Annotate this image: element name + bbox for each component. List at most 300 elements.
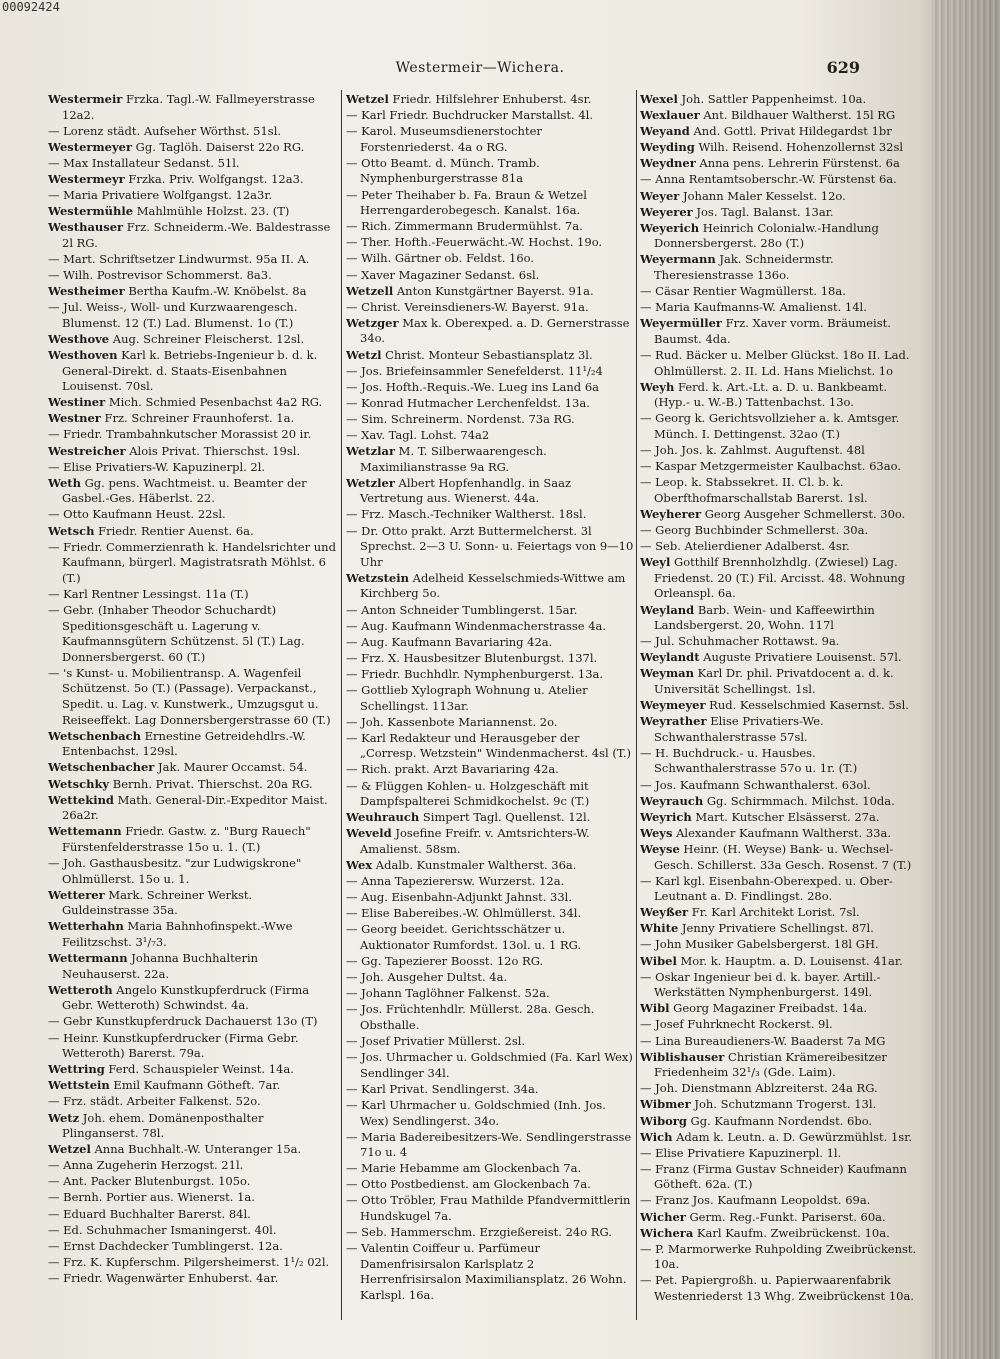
- directory-entry: [640, 284, 925, 300]
- directory-entry: [640, 714, 925, 745]
- directory-entry: [346, 124, 634, 155]
- entry-surname: Weyerer: [640, 204, 693, 219]
- directory-entry: [346, 1130, 634, 1161]
- entry-surname: Wettstein: [48, 1078, 110, 1093]
- entry-surname: Weveld: [346, 826, 392, 841]
- entry-surname: Wetsch: [48, 523, 95, 538]
- entry-surname: Weyse: [640, 841, 680, 856]
- entry-text: Karl Dr. phil. Privatdocent a. d. k. Universität Schellingst. 1sl.: [654, 666, 894, 696]
- entry-text: And. Gottl. Privat Hildegardst 1br: [689, 124, 892, 139]
- entry-surname: Weydner: [640, 156, 696, 171]
- directory-entry: [346, 156, 634, 187]
- directory-entry: [48, 666, 338, 728]
- directory-entry: [48, 1014, 338, 1030]
- entry-text: — Seb. Hammerschm. Erzgießereist. 24o RG.: [346, 1225, 612, 1240]
- entry-surname: Wetschenbacher: [48, 760, 155, 775]
- directory-entry: [640, 666, 925, 697]
- entry-text: — Karl Rentner Lessingst. 11a (T.): [48, 586, 249, 601]
- entry-text: — Karl Redakteur und Herausgeber der „Corresp. Wetzstein" Windenmacherst. 4sl (T.): [346, 730, 631, 761]
- directory-entry: [48, 540, 338, 587]
- directory-entry: [48, 92, 338, 123]
- directory-entry: [48, 220, 338, 251]
- entry-text: — Maria Badereibesitzers-We. Sendlingerstrasse 71o u. 4: [346, 1129, 632, 1160]
- entry-text: — Frz. städt. Arbeiter Falkenst. 52o.: [48, 1094, 261, 1109]
- entry-text: — Cäsar Rentier Wagmüllerst. 18a.: [640, 284, 846, 299]
- entry-text: — Frz. X. Hausbesitzer Blutenburgst. 137l.: [346, 650, 598, 665]
- entry-text: — Ernst Dachdecker Tumblingerst. 12a.: [48, 1238, 283, 1253]
- entry-text: Gg. Taglöh. Daiserst 22o RG.: [132, 139, 305, 154]
- entry-text: Friedr. Rentier Auenst. 6a.: [94, 523, 254, 538]
- directory-entry: [48, 172, 338, 188]
- entry-text: Jak. Schneidermstr. Theresienstrasse 136o.: [654, 252, 834, 283]
- entry-text: — Kaspar Metzgermeister Kaulbachst. 63ao.: [640, 459, 901, 474]
- entry-surname: Weyßer: [640, 905, 689, 920]
- directory-entry: [346, 364, 634, 380]
- entry-surname: Wexel: [640, 92, 678, 106]
- entry-surname: Weuhrauch: [346, 810, 420, 825]
- entry-text: Alexander Kaufmann Waltherst. 33a.: [672, 825, 891, 840]
- directory-entry: [48, 252, 338, 268]
- directory-entry: [48, 983, 338, 1014]
- entry-text: — Aug. Kaufmann Bavariaring 42a.: [346, 634, 553, 649]
- directory-entry: [640, 205, 925, 221]
- directory-entry: [640, 348, 925, 379]
- directory-entry: [48, 1142, 338, 1158]
- directory-entry: [48, 300, 338, 331]
- entry-text: — Max Installateur Sedanst. 51l.: [48, 155, 240, 170]
- directory-entry: [48, 444, 338, 460]
- entry-text: — Georg Buchbinder Schmellerst. 30a.: [640, 523, 869, 538]
- entry-surname: Wetzstein: [346, 570, 409, 585]
- entry-text: Anton Kunstgärtner Bayerst. 91a.: [393, 283, 594, 298]
- directory-entry: [48, 1111, 338, 1142]
- directory-entry: [48, 1271, 338, 1287]
- entry-text: — Jos. Hofth.-Requis.-We. Lueg ins Land 6a: [346, 379, 599, 394]
- directory-entry: [346, 1034, 634, 1050]
- entry-text: Bernh. Privat. Thierschst. 20a RG.: [109, 776, 313, 791]
- entry-surname: Westheimer: [48, 284, 125, 299]
- directory-entry: [640, 380, 925, 411]
- entry-surname: Weth: [48, 475, 81, 490]
- directory-entry: [346, 1002, 634, 1033]
- entry-text: — Jos. Kaufmann Schwanthalerst. 63ol.: [640, 777, 871, 792]
- entry-text: Gg. Schirmmach. Milchst. 10da.: [703, 793, 895, 808]
- entry-text: — Xaver Magaziner Sedanst. 6sl.: [346, 267, 540, 282]
- directory-entry: [346, 1161, 634, 1177]
- entry-text: — Jul. Weiss-, Woll- und Kurzwaarengesch. Blumenst. 12 (T.) Lad. Blumenst. 1o (T.): [48, 300, 298, 330]
- directory-entry: [640, 954, 925, 970]
- entry-text: — Josef Privatier Müllerst. 2sl.: [346, 1034, 526, 1049]
- directory-entry: [346, 762, 634, 778]
- entry-surname: Wetzel: [346, 92, 389, 106]
- column-1: [48, 92, 338, 1322]
- directory-entry: [48, 729, 338, 760]
- directory-entry: [640, 555, 925, 602]
- directory-entry: [48, 124, 338, 140]
- page-edge-shadow: [932, 0, 1000, 1359]
- entry-text: — John Musiker Gabelsbergerst. 18l GH.: [640, 937, 879, 952]
- directory-entry: [346, 986, 634, 1002]
- entry-text: Rud. Kesselschmied Kasernst. 5sl.: [705, 698, 909, 713]
- directory-entry: [48, 476, 338, 507]
- entry-surname: Weyerich: [640, 220, 700, 235]
- directory-entry: [48, 1062, 338, 1078]
- entry-text: — Joh. Gasthausbesitz. "zur Ludwigskrone" Ohlmüllerst. 15o u. 1.: [48, 856, 302, 886]
- entry-text: Friedr. Gastw. z. "Burg Rauech" Fürstenfelderstrasse 15o u. 1. (T.): [62, 824, 311, 854]
- directory-entry: [640, 810, 925, 826]
- entry-text: — Lina Bureaudieners-W. Baaderst 7a MG: [640, 1033, 886, 1048]
- directory-entry: [640, 1017, 925, 1033]
- entry-surname: Wetzler: [346, 475, 395, 490]
- entry-text: Heinrich Colonialw.-Handlung Donnersbergerst. 28o (T.): [654, 220, 879, 251]
- directory-entry: [346, 284, 634, 300]
- directory-entry: [640, 443, 925, 459]
- directory-entry: [640, 221, 925, 252]
- entry-text: — Jos. Uhrmacher u. Goldschmied (Fa. Karl Wex) Sendlinger 34l.: [346, 1050, 633, 1080]
- directory-entry: [48, 395, 338, 411]
- column-2: [346, 92, 634, 1322]
- entry-surname: Weyland: [640, 602, 695, 617]
- entry-text: Mark. Schreiner Werkst. Guldeinstrasse 35a.: [62, 887, 253, 918]
- entry-text: — Otto Postbedienst. am Glockenbach 7a.: [346, 1177, 591, 1192]
- entry-text: — Joh. Jos. k. Zahlmst. Auguftenst. 48l: [640, 443, 865, 458]
- entry-text: — Johann Taglöhner Falkenst. 52a.: [346, 986, 550, 1001]
- entry-text: — Ed. Schuhmacher Ismaningerst. 40l.: [48, 1222, 277, 1237]
- entry-surname: Wetzger: [346, 315, 399, 330]
- directory-entry: [346, 651, 634, 667]
- entry-text: — Gg. Tapezierer Boosst. 12o RG.: [346, 954, 544, 969]
- entry-text: Simpert Tagl. Quellenst. 12l.: [419, 810, 591, 825]
- entry-text: — Georg beeidet. Gerichtsschätzer u. Auktionator Rumfordst. 13ol. u. 1 RG.: [346, 922, 582, 952]
- entry-surname: Wettermann: [48, 951, 128, 966]
- entry-surname: Wicher: [640, 1209, 686, 1224]
- entry-text: Germ. Reg.-Funkt. Pariserst. 60a.: [685, 1209, 886, 1224]
- directory-entry: [346, 1177, 634, 1193]
- entry-text: Frz. Schreiner Fraunhoferst. 1a.: [100, 411, 295, 426]
- entry-text: Gg. Kaufmann Nordendst. 6bo.: [686, 1113, 873, 1128]
- directory-entry: [640, 172, 925, 188]
- entry-text: Karl Kaufm. Zweibrückenst. 10a.: [693, 1225, 890, 1240]
- directory-entry: [48, 1255, 338, 1271]
- entry-text: — Joh. Ausgeher Dultst. 4a.: [346, 970, 508, 985]
- entry-text: Jenny Privatiere Schellingst. 87l.: [678, 921, 874, 936]
- directory-entry: [48, 1078, 338, 1094]
- directory-entry: [640, 1226, 925, 1242]
- page-number: 629: [826, 58, 860, 77]
- entry-text: — Seb. Atelierdiener Adalberst. 4sr.: [640, 539, 850, 554]
- entry-text: Frz. Schneiderm.-We. Baldestrasse 2l RG.: [62, 220, 331, 250]
- entry-text: Anna Buchhalt.-W. Unteranger 15a.: [90, 1142, 302, 1157]
- entry-text: Joh. ehem. Domänenposthalter Plinganserst. 78l.: [62, 1110, 264, 1141]
- directory-entry: [640, 1210, 925, 1226]
- entry-surname: Wiborg: [640, 1113, 687, 1128]
- directory-entry: [346, 874, 634, 890]
- directory-entry: [346, 444, 634, 475]
- entry-text: — Ther. Hofth.-Feuerwächt.-W. Hochst. 19o.: [346, 235, 603, 250]
- entry-surname: Westermeyr: [48, 171, 125, 186]
- entry-text: Mich. Schmied Pesenbachst 4a2 RG.: [105, 395, 323, 410]
- entry-text: Gotthilf Brennholzhdlg. (Zwiesel) Lag. Friedenst. 20 (T.) Fil. Arcisst. 48. Wohnung Orleanspl. 6a.: [654, 555, 906, 601]
- directory-entry: [48, 824, 338, 855]
- entry-text: — Anna Tapezierersw. Wurzerst. 12a.: [346, 874, 565, 889]
- directory-entry: [48, 888, 338, 919]
- entry-text: Josefine Freifr. v. Amtsrichters-W. Amalienst. 58sm.: [360, 826, 590, 856]
- directory-entry: [346, 603, 634, 619]
- entry-surname: Wetzell: [346, 283, 394, 298]
- entry-surname: Westermeir: [48, 92, 123, 106]
- directory-entry: [640, 539, 925, 555]
- directory-entry: [346, 1193, 634, 1224]
- directory-entry: [640, 698, 925, 714]
- entry-surname: Westhoven: [48, 348, 118, 362]
- directory-entry: [48, 1239, 338, 1255]
- entry-text: — Wilh. Postrevisor Schommerst. 8a3.: [48, 268, 272, 283]
- entry-text: — Maria Kaufmanns-W. Amalienst. 14l.: [640, 300, 867, 315]
- entry-text: — Josef Fuhrknecht Rockerst. 9l.: [640, 1017, 833, 1032]
- entry-text: — Elise Privatiere Kapuzinerpl. 1l.: [640, 1145, 842, 1160]
- directory-entry: [346, 954, 634, 970]
- entry-surname: Wibel: [640, 953, 677, 968]
- directory-entry: [640, 523, 925, 539]
- directory-entry: [640, 634, 925, 650]
- entry-text: — Friedr. Commerzienrath k. Handelsrichter und Kaufmann, bürgerl. Magistratsrath Möhlst. 6 (T.): [48, 539, 336, 585]
- entry-text: Christian Krämereibesitzer Friedenheim 32¹/₃ (Gde. Laim).: [654, 1049, 887, 1080]
- directory-entry: [346, 300, 634, 316]
- entry-text: Emil Kaufmann Götheft. 7ar.: [109, 1078, 281, 1093]
- directory-entry: [640, 970, 925, 1001]
- entry-text: — Ant. Packer Blutenburgst. 105o.: [48, 1174, 251, 1189]
- directory-entry: [346, 1082, 634, 1098]
- directory-entry: [640, 1114, 925, 1130]
- entry-text: Gg. pens. Wachtmeist. u. Beamter der Gasbel.-Ges. Häberlst. 22.: [62, 475, 307, 506]
- entry-text: Adalb. Kunstmaler Waltherst. 36a.: [372, 858, 577, 872]
- entry-text: — Aug. Eisenbahn-Adjunkt Jahnst. 33l.: [346, 890, 573, 905]
- directory-entry: [640, 1193, 925, 1209]
- directory-entry: [346, 1050, 634, 1081]
- column-divider: [341, 90, 342, 1320]
- directory-entry: [48, 1207, 338, 1223]
- directory-entry: [640, 603, 925, 634]
- directory-entry: [640, 475, 925, 506]
- directory-entry: [640, 921, 925, 937]
- directory-entry: [346, 779, 634, 810]
- directory-entry: [346, 571, 634, 602]
- entry-surname: Wiblishauser: [640, 1049, 725, 1064]
- directory-entry: [346, 826, 634, 857]
- entry-text: — Karl Friedr. Buchdrucker Marstallst. 4l.: [346, 108, 593, 123]
- entry-surname: Wibl: [640, 1001, 670, 1016]
- column-3: [640, 92, 925, 1322]
- entry-surname: Weylandt: [640, 650, 700, 665]
- directory-entry: [640, 316, 925, 347]
- entry-surname: Weyrather: [640, 714, 707, 729]
- page-header: [0, 60, 940, 82]
- entry-text: Elise Privatiers-We. Schwanthalerstrasse 57sl.: [654, 714, 824, 744]
- entry-text: — Oskar Ingenieur bei d. k. bayer. Artill.-Werkstätten Nymphenburgerst. 149l.: [640, 969, 881, 1000]
- directory-entry: [346, 348, 634, 364]
- entry-surname: Wettekind: [48, 792, 114, 807]
- entry-text: Frz. Xaver vorm. Bräumeist. Baumst. 4da.: [654, 316, 891, 346]
- directory-entry: [48, 1223, 338, 1239]
- directory-entry: [640, 1081, 925, 1097]
- entry-surname: Weyl: [640, 555, 671, 570]
- entry-text: — Pet. Papiergroßh. u. Papierwaarenfabrik Westenriederst 13 Whg. Zweibrückenst 10a.: [640, 1273, 914, 1304]
- entry-surname: Westhauser: [48, 220, 124, 235]
- entry-text: Mahlmühle Holzst. 23. (T): [133, 204, 290, 219]
- directory-entry: [346, 1098, 634, 1129]
- entry-surname: Weyrauch: [640, 793, 704, 808]
- entry-text: — Christ. Vereinsdieners-W. Bayerst. 91a.: [346, 299, 589, 314]
- entry-surname: Westner: [48, 411, 101, 426]
- directory-entry: [48, 587, 338, 603]
- entry-surname: Westermühle: [48, 204, 134, 219]
- entry-text: — Rud. Bäcker u. Melber Glückst. 18o II. Lad. Ohlmüllerst. 2. II. Ld. Hans Mielichst. 1o: [640, 348, 910, 378]
- entry-text: Jos. Tagl. Balanst. 13ar.: [692, 204, 834, 219]
- directory-entry: [346, 667, 634, 683]
- entry-surname: Wex: [346, 858, 373, 872]
- directory-entry: [640, 746, 925, 777]
- entry-text: Adelheid Kesselschmieds-Wittwe am Kirchberg 5o.: [360, 570, 626, 601]
- entry-surname: Wetterhahn: [48, 919, 124, 934]
- entry-surname: Westhove: [48, 331, 110, 346]
- entry-text: — Eduard Buchhalter Barerst. 84l.: [48, 1206, 251, 1221]
- directory-entry: [346, 715, 634, 731]
- directory-entry: [640, 874, 925, 905]
- entry-text: Wilh. Reisend. Hohenzollernst 32sl: [694, 140, 904, 155]
- entry-text: — Anton Schneider Tumblingerst. 15ar.: [346, 602, 578, 617]
- directory-entry: [640, 1001, 925, 1017]
- directory-entry: [346, 922, 634, 953]
- entry-surname: Wetschenbach: [48, 728, 141, 743]
- entry-surname: Weyding: [640, 140, 695, 155]
- directory-entry: [48, 427, 338, 443]
- entry-text: Math. General-Dir.-Expeditor Maist. 26a2r.: [62, 792, 328, 823]
- directory-entry: [346, 428, 634, 444]
- entry-text: Angelo Kunstkupferdruck (Firma Gebr. Wetteroth) Schwindst. 4a.: [62, 982, 310, 1013]
- directory-entry: [640, 650, 925, 666]
- entry-text: — Jos. Früchtenhdlr. Müllerst. 28a. Gesch. Obsthalle.: [346, 1002, 595, 1032]
- entry-text: — Joh. Kassenbote Mariannenst. 2o.: [346, 714, 558, 729]
- directory-entry: [48, 332, 338, 348]
- entry-text: — Karl Privat. Sendlingerst. 34a.: [346, 1081, 539, 1096]
- entry-surname: Weyermann: [640, 252, 716, 267]
- directory-entry: [48, 1094, 338, 1110]
- entry-text: — Rich. prakt. Arzt Bavariaring 42a.: [346, 762, 559, 777]
- directory-entry: [346, 476, 634, 507]
- directory-entry: [48, 460, 338, 476]
- entry-text: — Rich. Zimmermann Brudermühlst. 7a.: [346, 219, 583, 234]
- entry-text: Mart. Kutscher Elsässerst. 27a.: [691, 809, 880, 824]
- directory-entry: [640, 778, 925, 794]
- entry-text: — Karl Uhrmacher u. Goldschmied (Inh. Jos. Wex) Sendlingerst. 34o.: [346, 1097, 606, 1128]
- directory-entry: [640, 300, 925, 316]
- directory-entry: [48, 204, 338, 220]
- entry-text: Jak. Maurer Occamst. 54.: [154, 760, 308, 775]
- entry-surname: Weyherer: [640, 506, 702, 521]
- entry-surname: Wettring: [48, 1062, 105, 1077]
- directory-entry: [48, 156, 338, 172]
- entry-text: Friedr. Hilfslehrer Enhuberst. 4sr.: [388, 92, 592, 106]
- directory-entry: [346, 268, 634, 284]
- entry-text: — Joh. Dienstmann Ablzreiterst. 24a RG.: [640, 1081, 878, 1096]
- entry-surname: Westreicher: [48, 443, 126, 458]
- entry-text: — Karol. Museumsdienerstochter Forstenriederst. 4a o RG.: [346, 124, 542, 154]
- entry-text: Karl k. Betriebs-Ingenieur b. d. k. General-Direkt. d. Staats-Eisenbahnen Louisenst. 70sl.: [62, 348, 318, 394]
- directory-entry: [48, 348, 338, 395]
- directory-entry: [640, 826, 925, 842]
- entry-text: — Friedr. Wagenwärter Enhuberst. 4ar.: [48, 1270, 279, 1285]
- entry-text: Aug. Schreiner Fleischerst. 12sl.: [109, 331, 305, 346]
- directory-entry: [346, 92, 634, 108]
- entry-text: — Lorenz städt. Aufseher Wörthst. 51sl.: [48, 123, 282, 138]
- directory-entry: [48, 188, 338, 204]
- entry-text: Barb. Wein- und Kaffeewirthin Landsbergerst. 20, Wohn. 117l: [654, 602, 875, 633]
- entry-text: — Leop. k. Stabssekret. II. Cl. b. k. Oberfthofmarschallstab Barerst. 1sl.: [640, 475, 868, 505]
- entry-text: — Otto Kaufmann Heust. 22sl.: [48, 507, 226, 522]
- directory-entry: [346, 396, 634, 412]
- directory-entry: [48, 140, 338, 156]
- entry-text: Ferd. k. Art.-Lt. a. D. u. Bankbeamt. (Hyp.- u. W.-B.) Tattenbachst. 13o.: [654, 379, 888, 410]
- entry-surname: Wetz: [48, 1110, 80, 1125]
- entry-text: — & Flüggen Kohlen- u. Holzgeschäft mit Dampfspalterei Schmidkochelst. 9c (T.): [346, 778, 590, 809]
- directory-entry: [346, 108, 634, 124]
- entry-text: Maria Bahnhofinspekt.-Wwe Feilitzschst. 3¹/₇3.: [62, 919, 293, 949]
- entry-text: — Wilh. Gärtner ob. Feldst. 16o.: [346, 251, 535, 266]
- entry-text: — P. Marmorwerke Ruhpolding Zweibrückenst. 10a.: [640, 1241, 917, 1272]
- entry-surname: Weyman: [640, 666, 694, 681]
- directory-entry: [48, 856, 338, 887]
- entry-text: Ernestine Getreidehdlrs.-W. Entenbachst. 129sl.: [62, 728, 306, 759]
- directory-entry: [640, 937, 925, 953]
- entry-text: Christ. Monteur Sebastiansplatz 3l.: [381, 347, 593, 362]
- directory-entry: [640, 252, 925, 283]
- entry-surname: Wetzl: [346, 347, 382, 362]
- directory-entry: [346, 890, 634, 906]
- entry-text: — Frz. K. Kupferschm. Pilgersheimerst. 1¹/₂ 02l.: [48, 1254, 330, 1269]
- directory-entry: [640, 794, 925, 810]
- directory-entry: [640, 842, 925, 873]
- directory-entry: [48, 603, 338, 665]
- entry-text: Max k. Oberexped. a. D. Gernerstrasse 34o.: [360, 315, 630, 346]
- entry-text: Heinr. (H. Weyse) Bank- u. Wechsel-Gesch. Schillerst. 33a Gesch. Rosenst. 7 (T.): [654, 841, 912, 872]
- entry-text: — Peter Theihaber b. Fa. Braun & Wetzel Herrengarderobegesch. Kanalst. 16a.: [346, 187, 587, 218]
- directory-entry: [640, 1162, 925, 1193]
- entry-text: Anna pens. Lehrerin Fürstenst. 6a: [695, 156, 900, 171]
- entry-text: Mor. k. Hauptm. a. D. Louisenst. 41ar.: [676, 953, 903, 968]
- directory-entry: [346, 380, 634, 396]
- directory-entry: [48, 524, 338, 540]
- directory-entry: [48, 1190, 338, 1206]
- entry-text: — Marie Hebamme am Glockenbach 7a.: [346, 1161, 582, 1176]
- directory-entry: [640, 108, 925, 124]
- directory-entry: [48, 1174, 338, 1190]
- entry-text: — Mart. Schriftsetzer Lindwurmst. 95a II. A.: [48, 251, 310, 266]
- directory-entry: [640, 459, 925, 475]
- entry-text: — Sim. Schreinerm. Nordenst. 73a RG.: [346, 411, 575, 426]
- scan-id: 00092424: [2, 0, 60, 14]
- entry-surname: Weyermüller: [640, 316, 722, 331]
- directory-entry: [346, 412, 634, 428]
- directory-entry: [346, 219, 634, 235]
- entry-text: — H. Buchdruck.- u. Hausbes. Schwanthalerstrasse 57o u. 1r. (T.): [640, 745, 858, 776]
- entry-surname: Weyrich: [640, 809, 692, 824]
- directory-entry: [346, 635, 634, 651]
- directory-entry: [640, 156, 925, 172]
- directory-entry: [48, 268, 338, 284]
- directory-entry: [346, 731, 634, 762]
- directory-entry: [346, 316, 634, 347]
- directory-entry: [48, 1031, 338, 1062]
